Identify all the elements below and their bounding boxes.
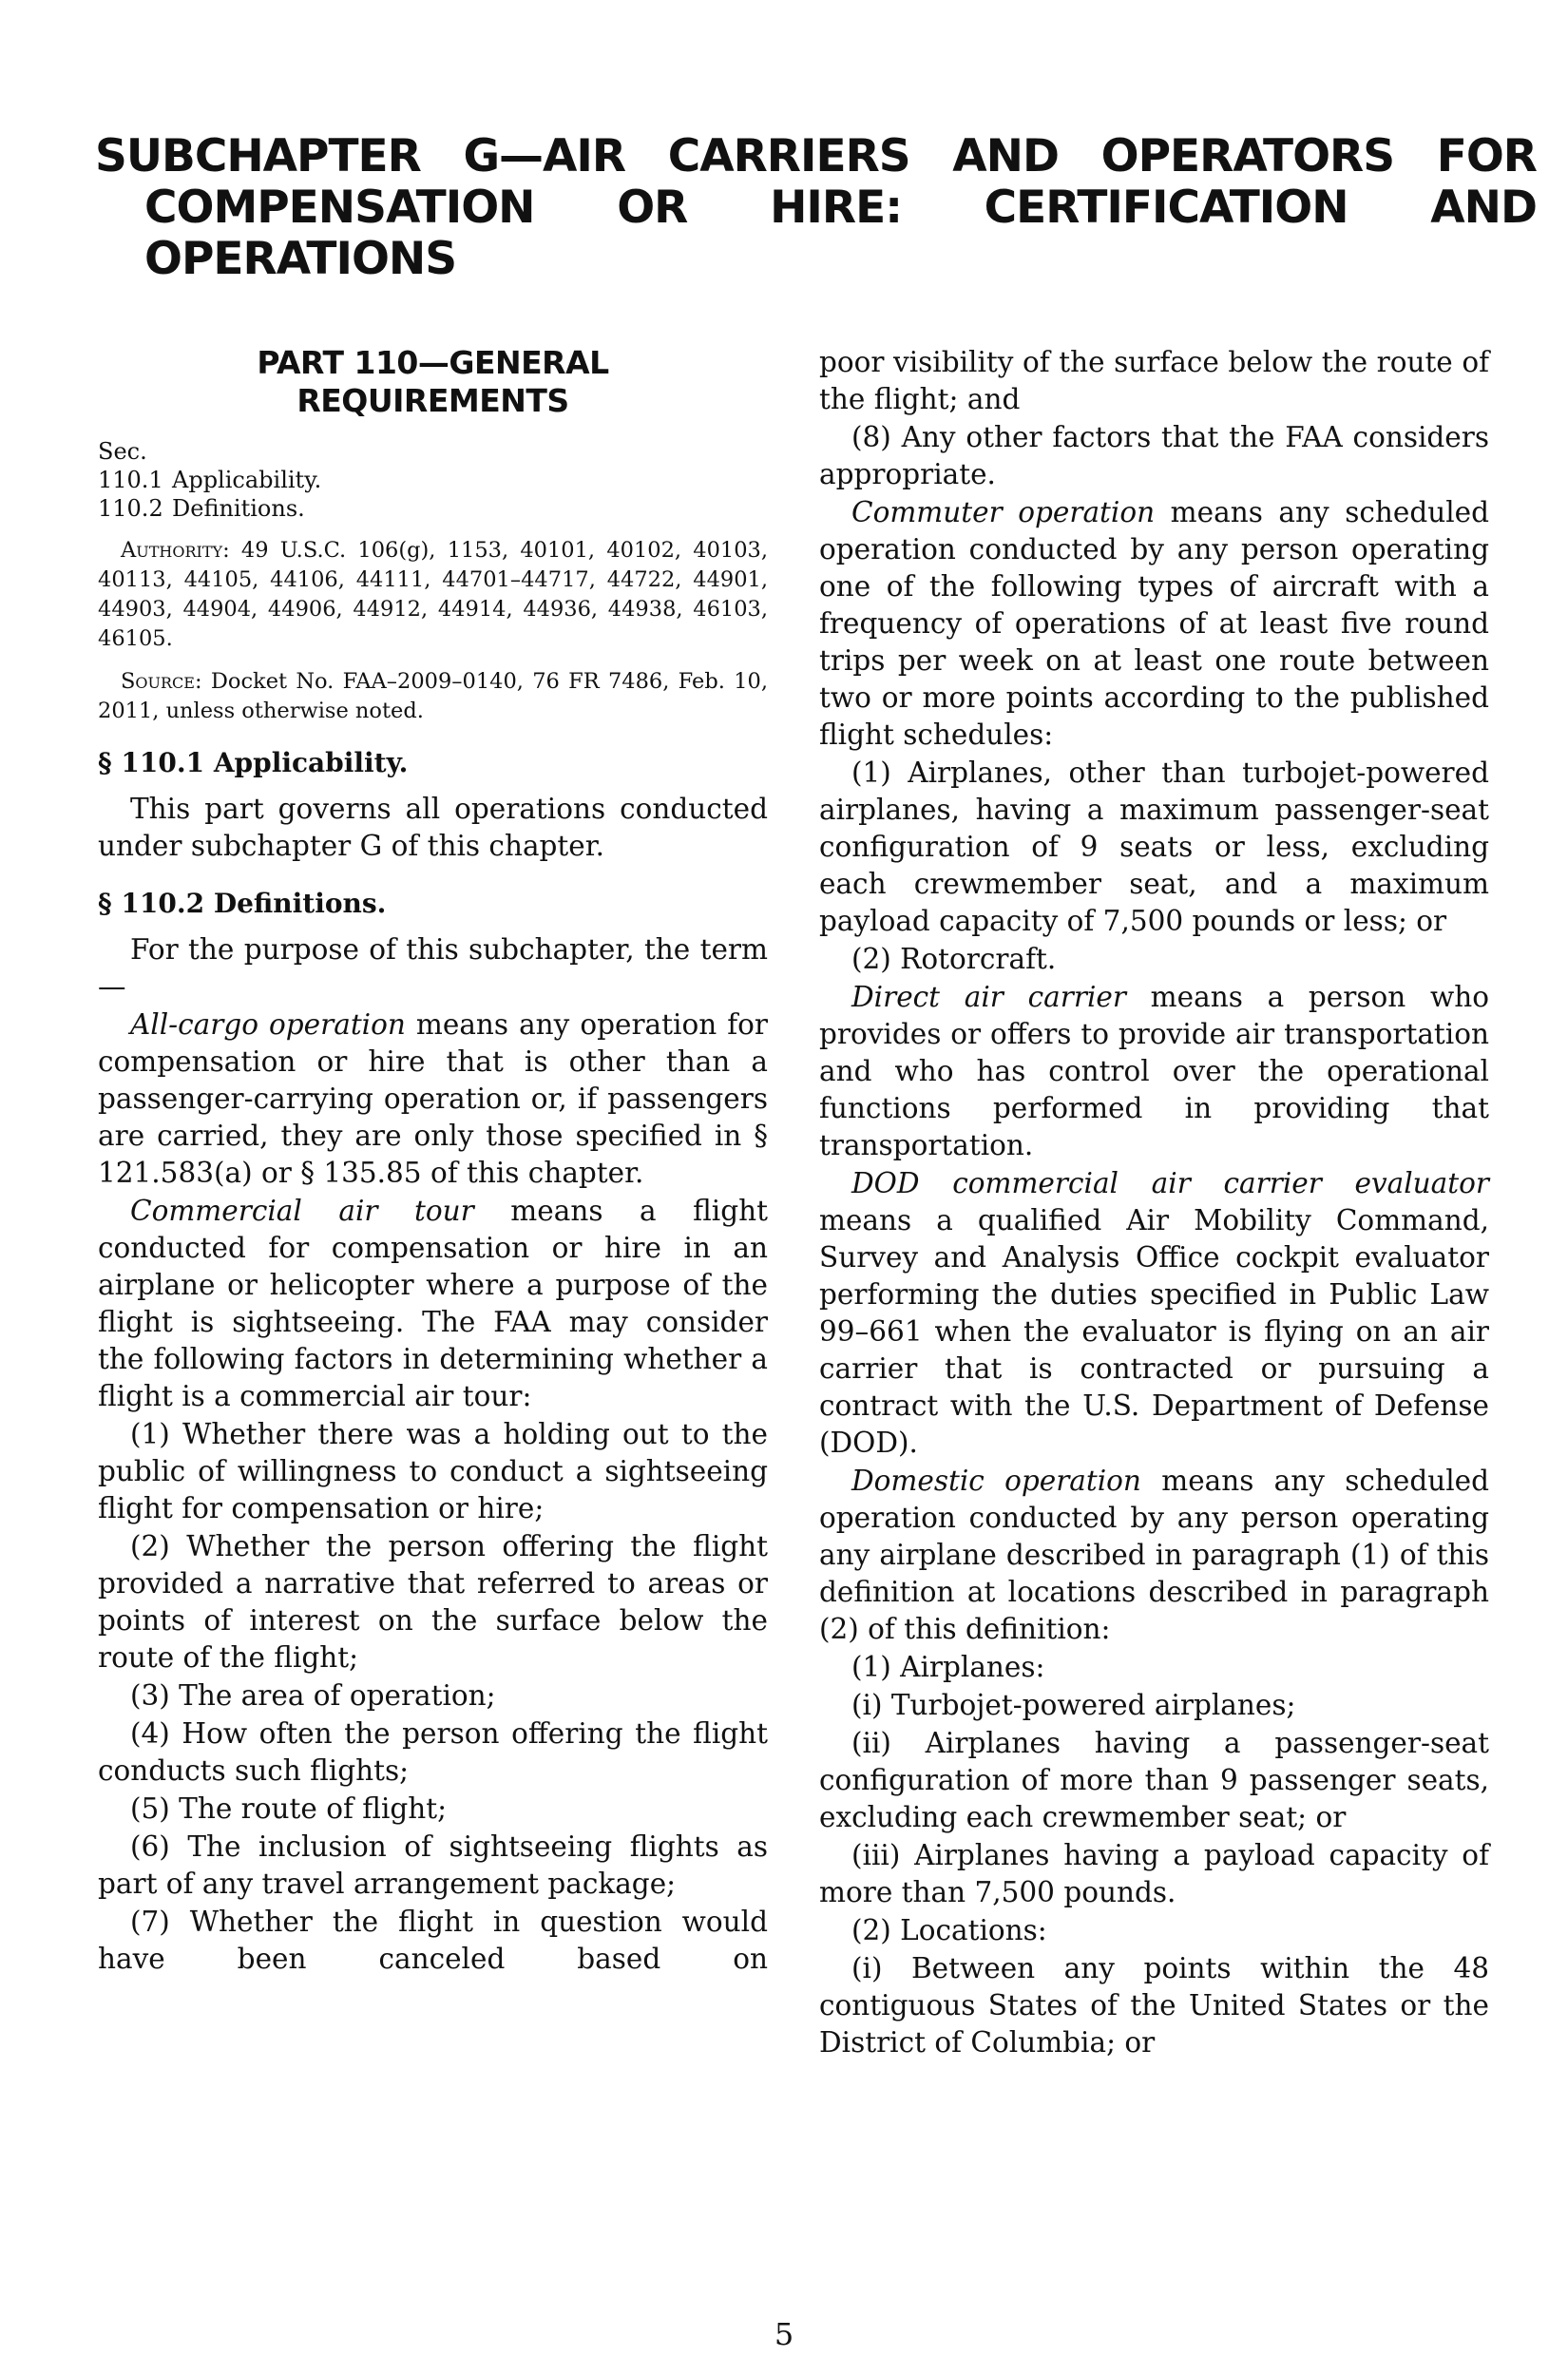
definition-text: means any operation for compensation or hire that is other than a passenger-carrying operation or, if passengers are carried, they are only those specified in § 121.583(a) or § 135.85 of this chapter.	[98, 1008, 769, 1189]
toc-item-label: Definitions.	[172, 495, 305, 522]
section-number: § 110.1	[98, 747, 205, 778]
part-title: PART 110—GENERAL REQUIREMENTS	[257, 344, 609, 419]
definitions-intro: For the purpose of this subchapter, the term—	[98, 933, 768, 1003]
definition-paragraph: (2) Rotorcraft.	[851, 943, 1057, 975]
toc-item[interactable]	[98, 466, 768, 494]
definition-text: means a flight conducted for compensation or hire in an airplane or helicopter where a purpose of the flight is sightseeing. The FAA may consider the following factors in determining whether a flight is a commercial air tour:	[98, 1195, 768, 1412]
definition-paragraph: (iii) Airplanes having a payload capacity of more than 7,500 pounds.	[819, 1839, 1489, 1908]
toc-item[interactable]	[98, 494, 768, 523]
definition-domestic-operation	[819, 1463, 1489, 1648]
definition-paragraph: (8) Any other factors that the FAA considers appropriate.	[819, 421, 1489, 490]
definition-paragraph: (ii) Airplanes having a passenger-seat configuration of more than 9 passenger seats, excluding each crewmember seat; or	[819, 1727, 1489, 1833]
definition-paragraph: (6) The inclusion of sightseeing flights as part of any travel arrangement package;	[98, 1830, 768, 1900]
definition-text: means any scheduled operation conducted by any person operating one of the following types of aircraft with a frequency of operations of at least five round trips per week on at least one route between two or more points according to the published flight schedules:	[819, 496, 1489, 751]
section-title: Definitions.	[213, 888, 387, 919]
definition-text: means any scheduled operation conducted by any person operating any airplane described in paragraph (1) of this definition at locations described in paragraph (2) of this definition:	[819, 1465, 1489, 1645]
definition-dod-evaluator	[819, 1165, 1489, 1462]
definition-paragraph-continued: poor visibility of the surface below the route of the flight; and	[819, 346, 1489, 415]
table-of-contents	[98, 437, 768, 523]
definition-paragraph: (2) Whether the person offering the flight provided a narrative that referred to areas or points of interest on the surface below the route of the flight;	[98, 1530, 768, 1674]
subchapter-title: SUBCHAPTER G—AIR CARRIERS AND OPERATORS FOR COMPENSATION OR HIRE: CERTIFICATION AND OPERATIONS	[95, 130, 1537, 285]
toc-item-number: 110.1	[98, 467, 163, 493]
definition-paragraph: (7) Whether the flight in question would have been canceled based on	[98, 1906, 768, 1975]
definition-paragraph: (4) How often the person offering the flight conducts such flights;	[98, 1717, 768, 1787]
definition-term: Commuter operation	[851, 496, 1156, 528]
section-heading-110-1	[98, 747, 768, 779]
section-heading-110-2	[98, 888, 768, 920]
definition-commuter-operation	[819, 494, 1489, 754]
toc-item-number: 110.2	[98, 495, 163, 522]
definition-term: Domestic operation	[851, 1465, 1141, 1497]
left-column	[98, 344, 768, 1979]
definition-commercial-air-tour	[98, 1193, 768, 1415]
definition-paragraph: (i) Turbojet-powered airplanes;	[851, 1689, 1296, 1721]
definition-paragraph: (1) Airplanes:	[851, 1651, 1045, 1683]
toc-item-label: Applicability.	[172, 467, 322, 493]
definition-paragraph: (i) Between any points within the 48 contiguous States of the United States or the District of Columbia; or	[819, 1952, 1489, 2059]
right-column	[819, 344, 1489, 2062]
authority-note	[98, 536, 768, 654]
definition-text: means a person who provides or offers to provide air transportation and who has control over the operational functions performed in providing that transportation.	[819, 981, 1489, 1161]
definition-paragraph: (5) The route of flight;	[130, 1792, 448, 1825]
definition-term: All-cargo operation	[130, 1008, 406, 1041]
source-note	[98, 667, 768, 726]
definition-term: Commercial air tour	[130, 1195, 474, 1227]
definition-direct-air-carrier	[819, 979, 1489, 1164]
definition-paragraph: (2) Locations:	[851, 1914, 1047, 1946]
definition-text: means a qualified Air Mobility Command, Survey and Analysis Office cockpit evaluator performing the duties specified in Public Law 99–661 when the evaluator is flying on an air carrier that is contracted or pursuing a contract with the U.S. Department of Defense (DOD).	[819, 1204, 1489, 1459]
definition-paragraph: (3) The area of operation;	[130, 1679, 496, 1712]
toc-heading: Sec.	[98, 438, 147, 465]
page-number: 5	[774, 2316, 794, 2352]
section-number: § 110.2	[98, 888, 205, 919]
authority-label: Authority:	[121, 538, 230, 563]
definition-paragraph: (1) Whether there was a holding out to the public of willingness to conduct a sightseeing flight for compensation or hire;	[98, 1418, 768, 1524]
definition-term: DOD commercial air carrier evaluator	[851, 1167, 1489, 1199]
authority-text: 49 U.S.C. 106(g), 1153, 40101, 40102, 40103, 40113, 44105, 44106, 44111, 44701–44717, 44722, 44901, 44903, 44904, 44906, 44912, 44914, 44936, 44938, 46103, 46105.	[98, 538, 769, 651]
source-text: Docket No. FAA–2009–0140, 76 FR 7486, Feb. 10, 2011, unless otherwise noted.	[98, 669, 768, 723]
definition-paragraph: (1) Airplanes, other than turbojet-powered airplanes, having a maximum passenger-seat configuration of 9 seats or less, excluding each crewmember seat, and a maximum payload capacity of 7,500 pounds or less; or	[819, 757, 1489, 937]
section-110-1-text: This part governs all operations conducted under subchapter G of this chapter.	[98, 793, 768, 862]
source-label: Source:	[121, 669, 202, 694]
section-title: Applicability.	[213, 747, 409, 778]
definition-term: Direct air carrier	[851, 981, 1126, 1013]
definition-all-cargo	[98, 1006, 768, 1192]
